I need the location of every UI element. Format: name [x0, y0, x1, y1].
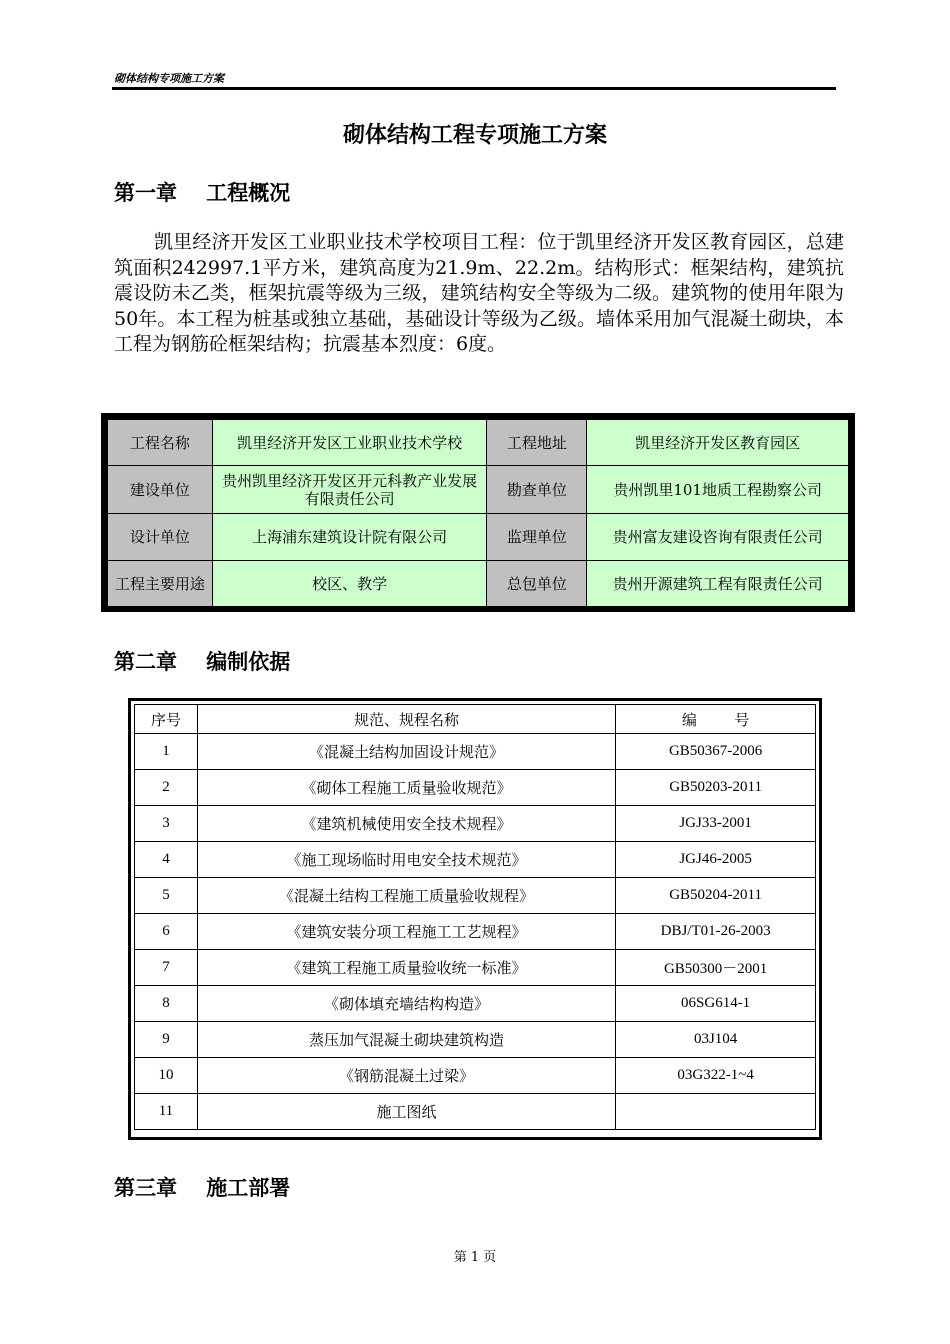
info-value: 贵州开源建筑工程有限责任公司	[587, 561, 849, 607]
standards-row	[135, 1094, 816, 1130]
info-value: 贵州凯里101地质工程勘察公司	[587, 466, 849, 514]
standard-code: GB50204-2011	[616, 878, 816, 914]
info-value: 凯里经济开发区教育园区	[587, 420, 849, 466]
info-value: 上海浦东建筑设计院有限公司	[212, 514, 487, 561]
standards-row	[135, 914, 816, 950]
standards-row	[135, 878, 816, 914]
info-label: 工程名称	[108, 420, 213, 466]
standard-code	[616, 1094, 816, 1130]
standards-row	[135, 1022, 816, 1058]
standard-code: GB50300－2001	[616, 950, 816, 986]
standards-row	[135, 986, 816, 1022]
standard-code: DBJ/T01-26-2003	[616, 914, 816, 950]
info-label: 设计单位	[108, 514, 213, 561]
header-no: 序号	[135, 705, 198, 734]
header-rule	[112, 87, 836, 90]
standard-name: 施工图纸	[197, 1094, 615, 1130]
project-info-table-frame	[101, 413, 855, 612]
info-value: 贵州富友建设咨询有限责任公司	[587, 514, 849, 561]
standard-code: 03J104	[616, 1022, 816, 1058]
standard-code: JGJ33-2001	[616, 806, 816, 842]
chapter-2-heading: 第二章 编制依据	[114, 650, 291, 674]
info-label: 工程地址	[487, 420, 587, 466]
standard-name: 蒸压加气混凝土砌块建筑构造	[197, 1022, 615, 1058]
standard-code: GB50203-2011	[616, 770, 816, 806]
document-title: 砌体结构工程专项施工方案	[342, 123, 607, 148]
chapter-3-heading: 第三章 施工部署	[114, 1176, 291, 1200]
standard-code: 03G322-1~4	[616, 1058, 816, 1094]
standards-row	[135, 950, 816, 986]
standard-name: 《钢筋混凝土过梁》	[197, 1058, 615, 1094]
info-label: 总包单位	[487, 561, 587, 607]
standard-name: 《建筑安装分项工程施工工艺规程》	[197, 914, 615, 950]
standard-code: GB50367-2006	[616, 734, 816, 770]
info-value: 校区、教学	[212, 561, 487, 607]
standard-no: 7	[135, 950, 198, 986]
running-header: 砌体结构专项施工方案	[114, 72, 224, 85]
project-info-row	[108, 561, 849, 607]
standard-no: 3	[135, 806, 198, 842]
standards-row	[135, 770, 816, 806]
standards-table-frame	[128, 698, 822, 1140]
chapter-1-heading: 第一章 工程概况	[114, 181, 291, 205]
standards-row	[135, 734, 816, 770]
standard-code: JGJ46-2005	[616, 842, 816, 878]
standard-no: 10	[135, 1058, 198, 1094]
info-value: 凯里经济开发区工业职业技术学校	[212, 420, 487, 466]
info-label: 工程主要用途	[108, 561, 213, 607]
standard-no: 1	[135, 734, 198, 770]
header-code: 编 号	[616, 705, 816, 734]
project-info-row	[108, 514, 849, 561]
info-value: 贵州凯里经济开发区开元科教产业发展有限责任公司	[212, 466, 487, 514]
header-rule-tick	[832, 89, 836, 90]
standard-code: 06SG614-1	[616, 986, 816, 1022]
project-info-row	[108, 420, 849, 466]
standard-name: 《建筑机械使用安全技术规程》	[197, 806, 615, 842]
info-label: 勘查单位	[487, 466, 587, 514]
page-number: 第 1 页	[453, 1250, 497, 1265]
info-label: 建设单位	[108, 466, 213, 514]
standard-no: 2	[135, 770, 198, 806]
standards-table	[134, 704, 816, 1130]
project-info-row	[108, 466, 849, 514]
standards-row	[135, 842, 816, 878]
project-info-table	[107, 419, 849, 607]
standard-no: 9	[135, 1022, 198, 1058]
standard-no: 6	[135, 914, 198, 950]
standards-row	[135, 806, 816, 842]
standard-name: 《砌体填充墙结构构造》	[197, 986, 615, 1022]
standard-no: 11	[135, 1094, 198, 1130]
chapter-1-paragraph: 凯里经济开发区工业职业技术学校项目工程：位于凯里经济开发区教育园区，总建筑面积242997.1平方米，建筑高度为21.9m、22.2m。结构形式：框架结构，建筑抗震设防未乙类，框架抗震等级为三级，建筑结构安全等级为二级。建筑物的使用年限为50年。本工程为桩基或独立基础，基础设计等级为乙级。墙体采用加气混凝土砌块，本工程为钢筋砼框架结构；抗震基本烈度：6度。	[114, 231, 844, 355]
standard-no: 5	[135, 878, 198, 914]
header-name: 规范、规程名称	[197, 705, 615, 734]
standard-no: 8	[135, 986, 198, 1022]
standard-no: 4	[135, 842, 198, 878]
standard-name: 《施工现场临时用电安全技术规范》	[197, 842, 615, 878]
standard-name: 《混凝土结构加固设计规范》	[197, 734, 615, 770]
standards-header-row	[135, 705, 816, 734]
standards-row	[135, 1058, 816, 1094]
standard-name: 《混凝土结构工程施工质量验收规程》	[197, 878, 615, 914]
info-label: 监理单位	[487, 514, 587, 561]
standard-name: 《建筑工程施工质量验收统一标准》	[197, 950, 615, 986]
standard-name: 《砌体工程施工质量验收规范》	[197, 770, 615, 806]
